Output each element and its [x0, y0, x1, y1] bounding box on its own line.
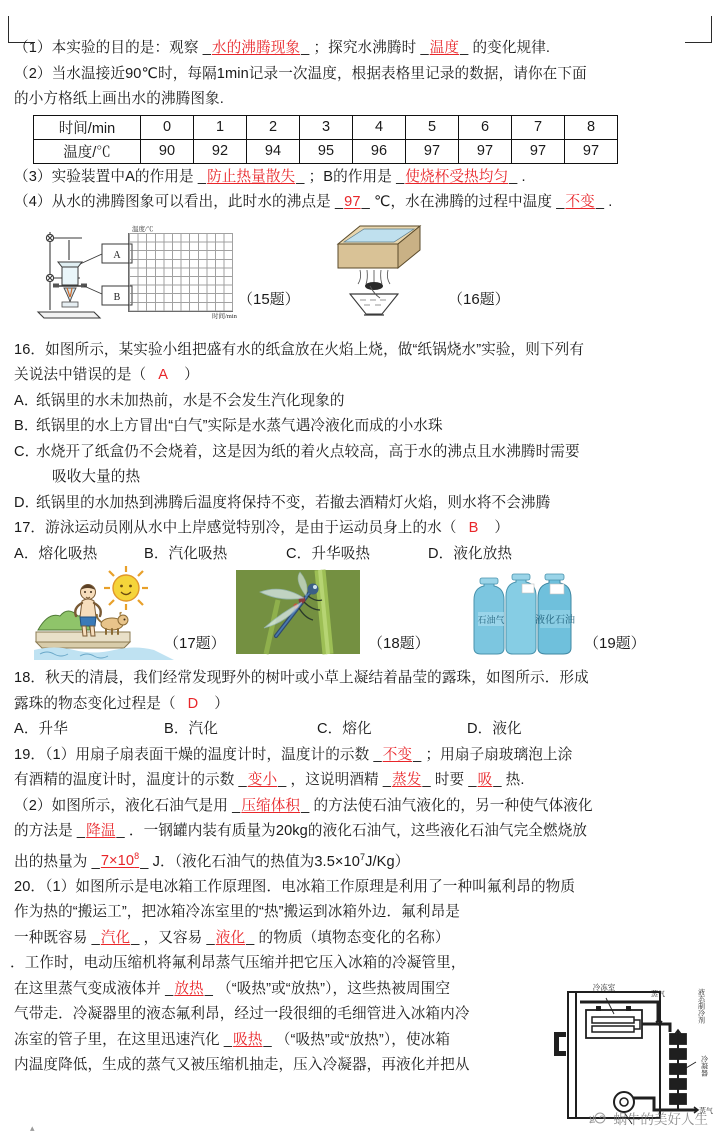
- q15-answer-1: 水的沸腾现象: [211, 40, 301, 56]
- fridge-label-condenser: 冷凝器: [700, 1055, 708, 1077]
- q19-part2-line1: [0, 794, 720, 820]
- q15-part3: [0, 165, 720, 191]
- q19-answer-7: [100, 853, 140, 869]
- fridge-label-freezer: 冷冻室: [592, 983, 616, 992]
- svg-text:液化石油: 液化石油: [535, 615, 575, 626]
- q18-stem-pre: 露珠的物态变化过程是（: [14, 695, 176, 712]
- q15-p1-mid: _ ；探究水沸腾时 _: [301, 40, 429, 56]
- table-cell: 8: [565, 115, 618, 139]
- q19-p1-pre: 19．（1）用扇子扇表面干燥的温度计时，温度计的示数 _: [14, 746, 382, 763]
- q20-l7-post: _ （“吸热”或“放热”），使冰箱: [263, 1031, 451, 1048]
- q19-answer-7-exponent: 8: [134, 851, 140, 862]
- table-cell: 7: [512, 115, 565, 139]
- temperature-time-table: [33, 115, 618, 164]
- table-cell: 92: [194, 139, 247, 163]
- table-cell: 5: [406, 115, 459, 139]
- figure-label-17: （17题）: [164, 635, 226, 652]
- page-mark-bottom-left: ▴: [30, 1123, 35, 1133]
- q18-stem-line2: [0, 692, 720, 718]
- q15-p4-pre: （4）从水的沸腾图象可以看出，此时水的沸点是 _: [14, 194, 344, 210]
- q18-option-c: C．熔化: [317, 721, 372, 737]
- figure-band-17-18-19: [0, 570, 720, 666]
- q17-answer: B: [468, 520, 479, 536]
- q16-stem-pre: 关说法中错误的是（: [14, 367, 147, 383]
- q17-stem-post: ）: [494, 520, 510, 536]
- q20-l3-post: _ 的物质（填物态变化的名称）: [246, 929, 450, 946]
- snail-icon: [588, 1111, 608, 1125]
- q16-stem-post: ）: [184, 367, 199, 383]
- q16-option-d: [0, 491, 720, 517]
- q15-p1-pre: （1）本实验的目的是：观察 _: [14, 40, 211, 56]
- blank-grid-graph: [128, 224, 237, 320]
- q15-p3-post: _ .: [509, 168, 526, 185]
- apparatus-label-a: A: [113, 249, 121, 261]
- q16-option-a: [0, 389, 720, 415]
- q19-answer-6: 降温: [86, 823, 116, 839]
- figure-band-15-16: [0, 220, 720, 338]
- q18-option-b: B．汽化: [164, 721, 218, 737]
- table-cell: 95: [300, 139, 353, 163]
- q19-part1-line1: [0, 743, 720, 769]
- table-cell: 3: [300, 115, 353, 139]
- table-cell: 2: [247, 115, 300, 139]
- table-cell: 97: [512, 139, 565, 163]
- q20-l5-post: _ （“吸热”或“放热”），这些热被周围空: [204, 980, 451, 997]
- paper-pot-figure: [320, 220, 430, 320]
- table-cell: 1: [194, 115, 247, 139]
- q20-answer-4: 吸热: [233, 1031, 263, 1048]
- q19-p2-pre: （2）如图所示，液化石油气是用 _: [14, 797, 241, 814]
- q16-option-b-key: B．: [14, 418, 39, 434]
- q18-option-d: D．液化: [467, 721, 522, 737]
- document-body: [0, 36, 720, 1079]
- q16-option-d-key: D．: [14, 494, 40, 511]
- table-cell: 0: [141, 115, 194, 139]
- q15-answer-6: 不变: [565, 194, 595, 210]
- q19-p2l3-pre: 出的热量为 _: [14, 853, 100, 870]
- q15-part4: [0, 190, 720, 216]
- q18-option-a: A．升华: [14, 721, 68, 737]
- q20-l7-pre: 冻室的管子里，在这里迅速汽化 _: [14, 1031, 233, 1048]
- q19-answer-5: 压缩体积: [241, 797, 301, 814]
- q15-p3-mid: _ ；B的作用是 _: [296, 168, 405, 185]
- watermark-text: 蜗牛的美好人生: [613, 1112, 708, 1127]
- table-row-temperature: [34, 139, 618, 163]
- apparatus-label-b: B: [113, 291, 121, 303]
- q16-stem-line1: 16．如图所示，某实验小组把盛有水的纸盒放在火焰上烧，做“纸锅烧水”实验，则下列有: [14, 341, 585, 358]
- lpg-cylinders-photo: [462, 570, 582, 654]
- table-cell: 4: [353, 115, 406, 139]
- q16-option-c: [0, 440, 720, 466]
- q16-option-b-text: 纸锅里的水上方冒出“白气”实际是水蒸气遇冷液化而成的小水珠: [36, 418, 443, 434]
- q15-answer-4: 使烧杯受热均匀: [405, 168, 509, 185]
- table-cell: 97: [565, 139, 618, 163]
- q15-answer-2: 温度: [429, 40, 460, 56]
- q16-option-c-text: 水烧开了纸盒仍不会烧着，这是因为纸的着火点较高，高于水的沸点且水沸腾时需要: [36, 443, 580, 460]
- row-header-time: 时间/min: [34, 115, 141, 139]
- grid-area: [128, 233, 233, 312]
- figure-label-19: （19题）: [584, 635, 646, 652]
- q17-option-a: A．熔化吸热: [14, 545, 98, 562]
- q15-data-table-wrap: [0, 115, 720, 164]
- table-cell: 6: [459, 115, 512, 139]
- q15-p3-pre: （3）实验装置中A的作用是 _: [14, 168, 207, 185]
- q20-line4: ．工作时，电动压缩机将氟利昂蒸气压缩并把它压入冰箱的冷凝管里，: [10, 955, 466, 972]
- q16-answer: A: [158, 367, 169, 383]
- table-cell: 90: [141, 139, 194, 163]
- q19-p2l3-tail: J/Kg）: [365, 853, 410, 870]
- q16-option-d-text: 纸锅里的水加热到沸腾后温度将保持不变，若撤去酒精灯火焰，则水将不会沸腾: [36, 494, 551, 511]
- q18-stem-line1: 18．秋天的清晨，我们经常发现野外的树叶或小草上凝结着晶莹的露珠，如图所示．形成: [14, 670, 589, 686]
- q19-answer-2: 变小: [247, 772, 278, 788]
- q15-part2-line1: （2）当水温接近90℃时，每隔1min记录一次温度，根据表格里记录的数据，请你在下面: [14, 65, 587, 82]
- q17-option-d: D．液化放热: [428, 545, 513, 562]
- q20-l5-pre: 在这里蒸气变成液体并 _: [14, 980, 174, 997]
- q15-part2-line2: 的小方格纸上画出水的沸腾图象.: [14, 91, 224, 107]
- q20-line1: 20．（1）如图所示是电冰箱工作原理图．电冰箱工作原理是利用了一种叫氟利昂的物质: [14, 878, 576, 895]
- q20-line2: 作为热的“搬运工”，把冰箱冷冻室里的“热”搬运到冰箱外边．氟利昂是: [14, 904, 460, 921]
- q18-options: [0, 717, 720, 743]
- q19-p2l2-mid: _ ．一钢罐内装有质量为20kg的液化石油气，这些液化石油气完全燃烧放: [116, 823, 588, 839]
- q19-p1l2-post: _ 热.: [493, 772, 525, 788]
- q19-p1l2-pre: 有酒精的温度计时，温度计的示数 _: [14, 772, 247, 788]
- figure-label-18: （18题）: [368, 635, 430, 652]
- q17-stem: [0, 516, 720, 542]
- table-cell: 94: [247, 139, 300, 163]
- refrigerator-schematic: [546, 970, 714, 1128]
- q16-option-a-key: A．: [14, 392, 39, 409]
- fridge-label-vapor-top: 蒸气: [651, 991, 665, 998]
- q19-answer-3: 蒸发: [392, 772, 422, 788]
- q15-p1-post: _ 的变化规律.: [460, 40, 551, 56]
- table-cell: 97: [406, 139, 459, 163]
- q19-p1l2-mid2: _ 时要 _: [422, 772, 477, 788]
- table-cell: 97: [459, 139, 512, 163]
- fridge-label-vapor-bottom: 蒸气: [699, 1108, 713, 1115]
- q19-heat-value-exponent: 7: [359, 851, 366, 862]
- q20-answer-1: 汽化: [100, 929, 131, 946]
- figure-label-15: （15题）: [238, 290, 300, 308]
- row-header-temperature: 温度/℃: [34, 139, 141, 163]
- q16-stem-line2: [0, 363, 720, 389]
- table-cell: 96: [353, 139, 406, 163]
- q19-p2-mid: _ 的方法使石油气液化的，另一种使气体液化: [301, 797, 593, 814]
- q15-answer-3: 防止热量散失: [207, 168, 296, 185]
- q20-l3-pre: 一种既容易 _: [14, 929, 100, 946]
- figure-label-16: （16题）: [448, 290, 510, 308]
- q15-p4-post: _ .: [595, 194, 613, 210]
- q20-l3-mid: _ ，又容易 _: [131, 929, 215, 946]
- table-row-time: [34, 115, 618, 139]
- q19-answer-4: 吸: [477, 772, 493, 788]
- q20-answer-3: 放热: [174, 980, 204, 997]
- q16-option-b: [0, 414, 720, 440]
- q19-p2l2-pre: 的方法是 _: [14, 823, 86, 839]
- q15-part1: [0, 36, 720, 62]
- q15-answer-5: 97: [344, 194, 361, 210]
- q19-answer-1: 不变: [382, 746, 413, 763]
- graph-y-axis-label: 温度/℃: [132, 225, 154, 233]
- q19-part1-line2: [0, 768, 720, 794]
- dragonfly-photo: [236, 570, 360, 654]
- swimmer-illustration: [34, 572, 174, 660]
- q18-answer: D: [187, 695, 199, 712]
- q17-stem-pre: 17．游泳运动员刚从水中上岸感觉特别冷，是由于运动员身上的水（: [14, 520, 457, 536]
- q16-option-a-text: 纸锅里的水未加热前，水是不会发生汽化现象的: [36, 392, 345, 409]
- graph-x-axis-label: 时间/min: [212, 312, 237, 320]
- q17-option-c: C．升华吸热: [286, 545, 371, 562]
- q17-options: [0, 542, 720, 568]
- q20-line8: 内温度降低，生成的蒸气又被压缩机抽走，压入冷凝器，再液化并把从: [14, 1057, 470, 1074]
- q19-p2l3-post: _ J．（液化石油气的热值为3.5×10: [140, 853, 360, 870]
- q16-option-c-cont: 吸收大量的热: [52, 469, 141, 485]
- q20-answer-2: 液化: [215, 929, 246, 946]
- q16-option-c-key: C．: [14, 443, 40, 460]
- q19-part2-line2: [0, 819, 720, 845]
- q20-line3: [0, 926, 720, 952]
- q17-option-b: B．汽化吸热: [144, 545, 228, 562]
- q19-part2-line3: [0, 845, 720, 875]
- q18-stem-post: ）: [214, 695, 229, 712]
- q15-p4-mid: _ ℃，水在沸腾的过程中温度 _: [361, 194, 565, 210]
- q19-p1-mid: _ ；用扇子扇玻璃泡上涂: [413, 746, 573, 763]
- watermark: [588, 1108, 709, 1128]
- q19-p1l2-mid: _ ，这说明酒精 _: [278, 772, 392, 788]
- fridge-label-liquid-refrigerant: 液态制冷剂: [697, 988, 705, 1024]
- q20-line6: 气带走．冷凝器里的液态氟利昂，经过一段很细的毛细管进入冰箱内冷: [14, 1006, 470, 1023]
- q19-answer-7-base: 7×10: [100, 853, 135, 870]
- svg-text:石油气: 石油气: [477, 615, 505, 625]
